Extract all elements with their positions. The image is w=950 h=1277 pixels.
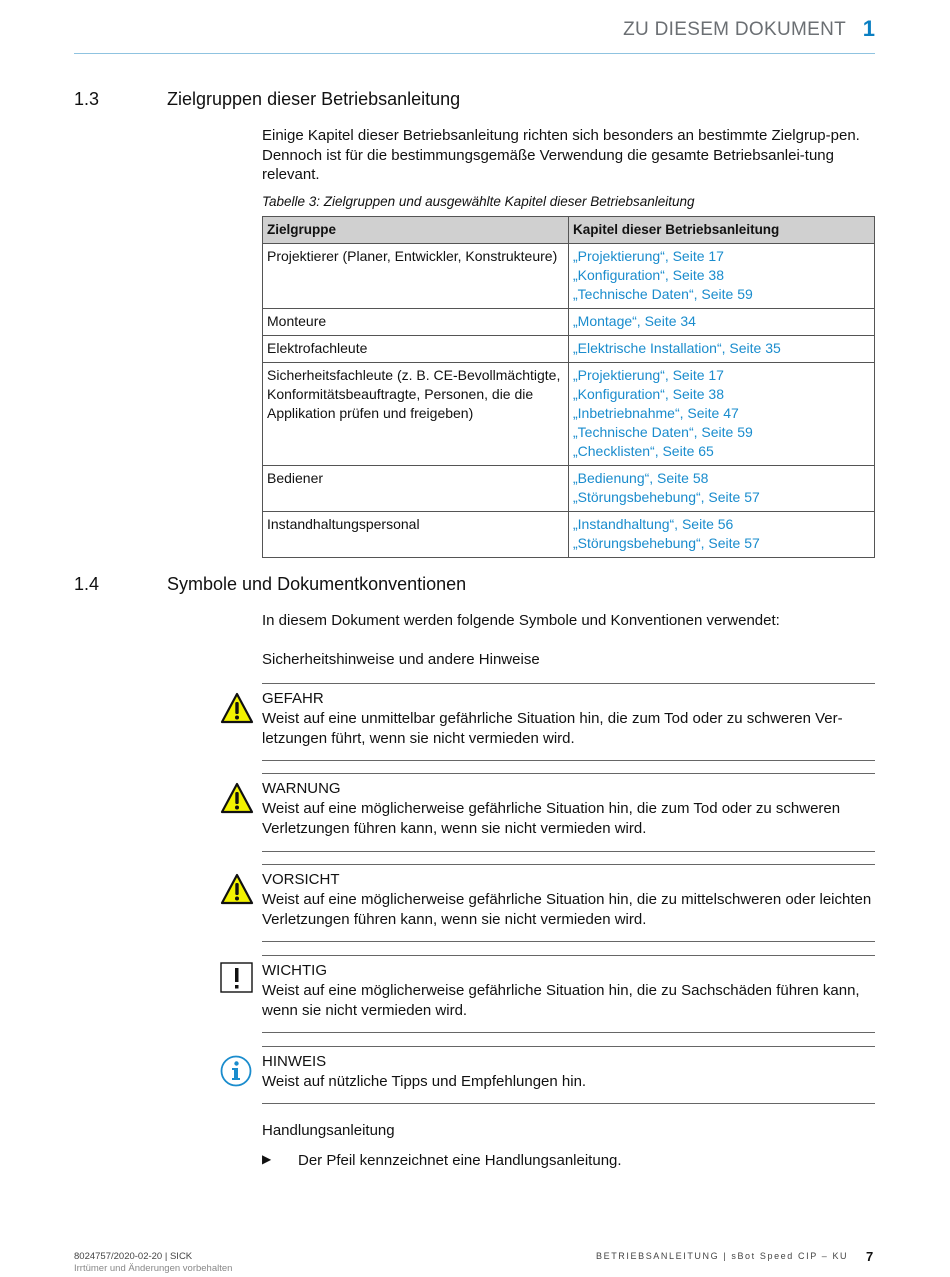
note-title: WICHTIG (262, 962, 327, 979)
safety-note (262, 870, 875, 930)
safety-note (262, 1052, 875, 1092)
chapter-links (569, 244, 875, 309)
table-row (263, 336, 875, 363)
safety-note (262, 779, 875, 839)
footer-product: BETRIEBSANLEITUNG | sBot Speed CIP – KU (596, 1251, 849, 1261)
warning-triangle-icon (220, 692, 254, 729)
section-title: Zielgruppen dieser Betriebsanleitung (167, 89, 461, 109)
section-intro: Einige Kapitel dieser Betriebsanleitung richten sich besonders an bestimmte Zielgrup-pen. Dennoch ist für die bestimmungsgemäße Verwendung die gesamte Betriebsanlei-tung relevant. (262, 127, 860, 183)
note-title: VORSICHT (262, 871, 340, 888)
chapter-number: 1 (862, 16, 875, 41)
table-row (263, 244, 875, 309)
target-group: Projektierer (Planer, Entwickler, Konstrukteure) (263, 244, 569, 309)
chapter-links (569, 309, 875, 336)
target-group: Monteure (263, 309, 569, 336)
chapter-link[interactable]: „Montage“, Seite 34 (573, 313, 696, 329)
note-divider (262, 851, 875, 852)
chapter-links (569, 336, 875, 363)
chapter-link[interactable]: „Inbetriebnahme“, Seite 47 (573, 405, 739, 421)
table-row (263, 466, 875, 512)
chapter-link[interactable]: „Störungsbehebung“, Seite 57 (573, 535, 760, 551)
chapter-links (569, 363, 875, 466)
warning-triangle-icon (220, 873, 254, 910)
chapter-link[interactable]: „Projektierung“, Seite 17 (573, 248, 724, 264)
chapter-links (569, 466, 875, 512)
note-divider (262, 1032, 875, 1033)
note-text: Weist auf eine unmittelbar gefährliche Situation hin, die zum Tod oder zu schweren Ver-letzungen führt, wenn sie nicht vermieden wird. (262, 710, 843, 747)
exclamation-box-icon (220, 962, 254, 999)
chapter-link[interactable]: „Checklisten“, Seite 65 (573, 443, 714, 459)
note-divider (262, 773, 875, 774)
table-row (263, 309, 875, 336)
column-header: Kapitel dieser Betriebsanleitung (569, 217, 875, 244)
chapter-link[interactable]: „Störungsbehebung“, Seite 57 (573, 489, 760, 505)
chapter-link[interactable]: „Konfiguration“, Seite 38 (573, 386, 724, 402)
header-title: ZU DIESEM DOKUMENT (623, 19, 846, 40)
target-group: Sicherheitsfachleute (z. B. CE-Bevollmächtigte, Konformitätsbeauftragte, Personen, die die Applikation prüfen und freigeben) (263, 363, 569, 466)
note-divider (262, 864, 875, 865)
note-divider (262, 955, 875, 956)
note-title: HINWEIS (262, 1053, 327, 1070)
document-id: 8024757/2020-02-20 | SICK (74, 1251, 193, 1262)
footer-left (74, 1251, 232, 1275)
note-title: WARNUNG (262, 780, 341, 797)
subheading: Handlungsanleitung (262, 1122, 395, 1139)
instruction-step: Der Pfeil kennzeichnet eine Handlungsanleitung. (298, 1152, 622, 1169)
section-intro: In diesem Dokument werden folgende Symbole und Konventionen verwendet: (262, 612, 780, 629)
subheading: Sicherheitshinweise und andere Hinweise (262, 651, 540, 668)
chapter-link[interactable]: „Elektrische Installation“, Seite 35 (573, 340, 781, 356)
target-group: Instandhaltungspersonal (263, 512, 569, 558)
disclaimer: Irrtümer und Änderungen vorbehalten (74, 1263, 233, 1274)
note-text: Weist auf eine möglicherweise gefährliche Situation hin, die zum Tod oder zu schweren Verletzungen führen kann, wenn sie nicht vermieden wird. (262, 800, 841, 837)
target-group: Elektrofachleute (263, 336, 569, 363)
note-divider (262, 760, 875, 761)
section-number: 1.3 (74, 89, 100, 109)
target-groups-table (262, 216, 875, 558)
safety-note (262, 689, 875, 749)
note-divider (262, 683, 875, 684)
page-number: 7 (866, 1249, 874, 1264)
note-text: Weist auf eine möglicherweise gefährliche Situation hin, die zu Sachschäden führen kann, wenn sie nicht vermieden wird. (262, 982, 860, 1019)
chapter-link[interactable]: „Technische Daten“, Seite 59 (573, 424, 753, 440)
note-divider (262, 941, 875, 942)
header-divider (74, 53, 875, 54)
warning-triangle-icon (220, 782, 254, 819)
note-divider (262, 1103, 875, 1104)
chapter-link[interactable]: „Technische Daten“, Seite 59 (573, 286, 753, 302)
note-divider (262, 1046, 875, 1047)
table-caption: Tabelle 3: Zielgruppen und ausgewählte Kapitel dieser Betriebsanleitung (262, 194, 695, 209)
chapter-link[interactable]: „Instandhaltung“, Seite 56 (573, 516, 734, 532)
chapter-links (569, 512, 875, 558)
chapter-link[interactable]: „Konfiguration“, Seite 38 (573, 267, 724, 283)
target-group: Bediener (263, 466, 569, 512)
table-row (263, 512, 875, 558)
note-title: GEFAHR (262, 690, 324, 707)
info-circle-icon (220, 1054, 254, 1093)
note-text: Weist auf nützliche Tipps und Empfehlungen hin. (262, 1073, 587, 1090)
note-text: Weist auf eine möglicherweise gefährliche Situation hin, die zu mittelschweren oder leichten Verletzungen führen kann, wenn sie nicht vermieden wird. (262, 891, 872, 928)
safety-note (262, 961, 875, 1021)
section-title: Symbole und Dokumentkonventionen (167, 574, 467, 594)
chapter-link[interactable]: „Projektierung“, Seite 17 (573, 367, 724, 383)
arrow-icon: ▶ (262, 1152, 272, 1166)
column-header: Zielgruppe (263, 217, 569, 244)
table-row (263, 363, 875, 466)
section-number: 1.4 (74, 574, 100, 594)
chapter-link[interactable]: „Bedienung“, Seite 58 (573, 470, 709, 486)
